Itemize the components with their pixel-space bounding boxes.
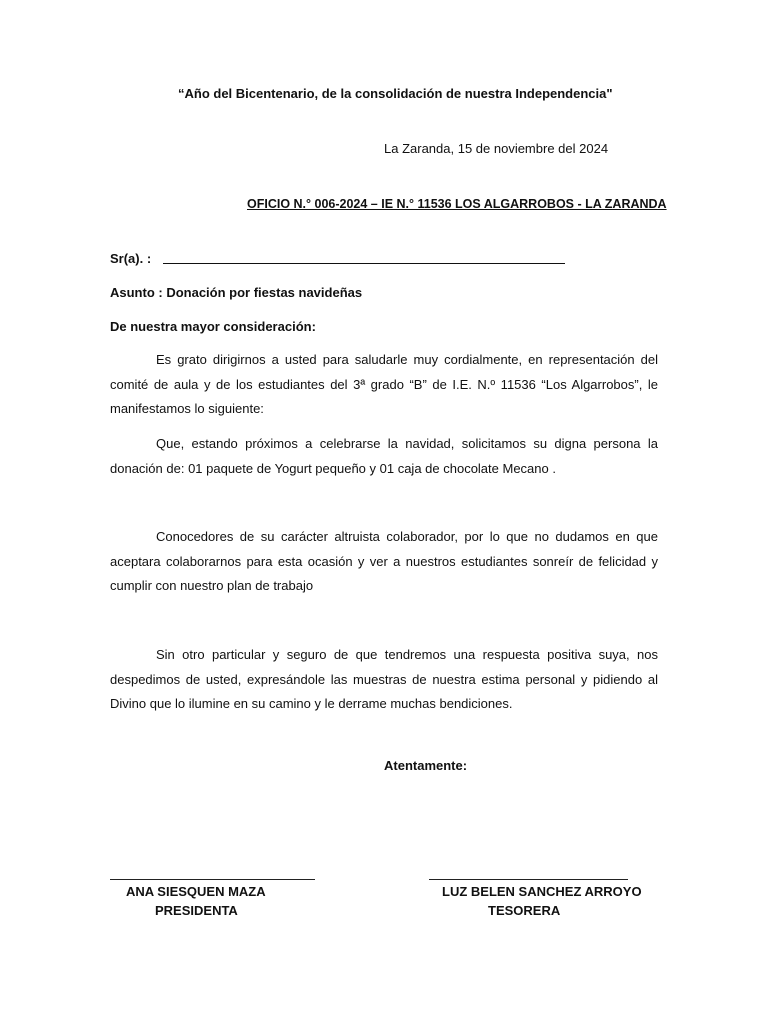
paragraph-request: Que, estando próximos a celebrarse la navidad, solicitamos su digna persona la donación de: 01 paquete de Yogurt pequeño y 01 caja de chocolate Mecano .: [110, 436, 658, 476]
recipient-blank-line: [163, 263, 565, 264]
subject: Asunto : Donación por fiestas navideñas: [110, 285, 363, 300]
closing: Atentamente:: [384, 758, 468, 773]
paragraph-reasons: Conocedores de su carácter altruista colaborador, por lo que no dudamos en que aceptara colaborarnos para esta ocasión y ver a nuestros estudiantes sonreír de felicidad y cumplir con nuestro plan de trabajo: [110, 529, 658, 593]
recipient-label: Sr(a). :: [110, 251, 152, 266]
paragraph-greeting: Es grato dirigirnos a usted para saludarle muy cordialmente, en representación del comité de aula y de los estudiantes del 3ª grado “B” de I.E. N.º 11536 “Los Algarrobos”, le manifestamos lo siguiente:: [110, 352, 658, 416]
place-date: La Zaranda, 15 de noviembre del 2024: [384, 141, 609, 156]
motto-header: “Año del Bicentenario, de la consolidación de nuestra Independencia": [178, 86, 613, 101]
paragraph-farewell: Sin otro particular y seguro de que tendremos una respuesta positiva suya, nos despedimos de usted, expresándole las muestras de nuestra estima personal y pidiendo al Divino que lo ilumine en su camino y le derrame muchas bendiciones.: [110, 647, 658, 711]
signature-line-right: [429, 879, 628, 880]
salutation: De nuestra mayor consideración:: [110, 319, 316, 334]
signatory-name-left: ANA SIESQUEN MAZA: [126, 884, 266, 899]
signatory-role-right: TESORERA: [488, 903, 561, 918]
oficio-reference: OFICIO N.° 006-2024 – IE N.° 11536 LOS ALGARROBOS - LA ZARANDA: [247, 197, 667, 211]
signatory-role-left: PRESIDENTA: [155, 903, 238, 918]
signatory-name-right: LUZ BELEN SANCHEZ ARROYO: [442, 884, 642, 899]
signature-line-left: [110, 879, 315, 880]
